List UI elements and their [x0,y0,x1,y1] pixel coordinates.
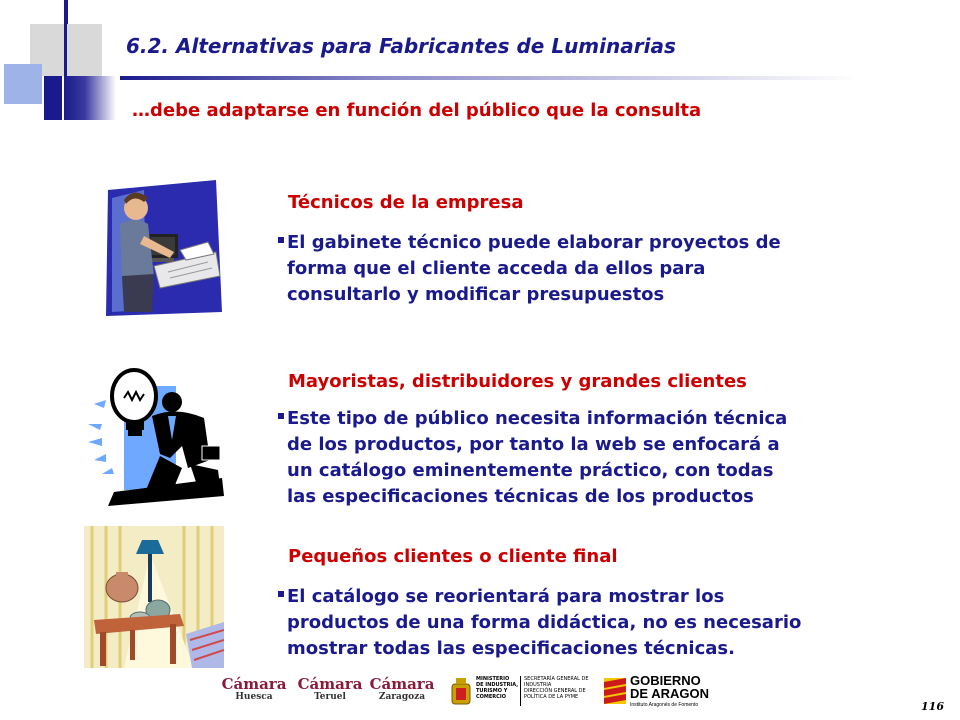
header-decoration-navy-block [44,76,62,120]
lightbulb-businessman-icon [86,364,226,510]
header-decoration-light-blue-square [4,64,42,104]
spain-coat-of-arms-icon [450,678,472,708]
section-body-pequenos [278,584,801,662]
section-body-tecnicos [278,230,781,308]
section-text-line: consultarlo y modificar presupuestos [287,284,665,305]
ministerio-logo: MINISTERIO DE INDUSTRIA, TURISMO Y COMERCIO SECRETARÍA GENERAL DE INDUSTRIA DIRECCIÓN GENERAL DE POLÍTICA DE LA PYME [450,674,600,712]
header-decoration-gradient-block [64,76,116,120]
bullet-icon [278,237,284,243]
section-text-line: Este tipo de público necesita información técnica [287,408,788,429]
section-text-line: de los productos, por tanto la web se enfocará a [287,434,780,455]
page-subtitle: …debe adaptarse en función del público que la consulta [132,100,702,121]
page-number: 116 [921,700,944,713]
lamp-interior-icon [84,526,224,668]
camara-teruel-logo: Cámara Teruel [297,675,363,702]
section-heading-pequenos: Pequeños clientes o cliente final [288,546,618,567]
section-text-line: un catálogo eminentemente práctico, con todas [287,460,774,481]
section-text-line: productos de una forma didáctica, no es necesario [287,612,802,633]
bullet-icon [278,413,284,419]
header-decoration-top-bar [64,0,68,24]
section-text-line: mostrar todas las especificaciones técnicas. [287,638,735,659]
section-text-line: las especificaciones técnicas de los productos [287,486,754,507]
section-text-line: El catálogo se reorientará para mostrar los [287,586,725,607]
technician-computer-icon [104,180,222,316]
camara-zaragoza-logo: Cámara Zaragoza [369,675,435,702]
gobierno-aragon-logo: GOBIERNO DE ARAGON Instituto Aragonés de Fomento [604,674,720,714]
page-title: 6.2. Alternativas para Fabricantes de Luminarias [126,34,676,58]
aragon-flag-icon [604,678,626,704]
header-rule [120,76,860,80]
section-heading-tecnicos: Técnicos de la empresa [288,192,524,213]
footer-logos [220,672,720,716]
bullet-icon [278,591,284,597]
camara-huesca-logo: Cámara Huesca [221,675,287,702]
section-heading-mayoristas: Mayoristas, distribuidores y grandes clientes [288,371,747,392]
section-text-line: forma que el cliente acceda da ellos para [287,258,706,279]
section-text-line: El gabinete técnico puede elaborar proyectos de [287,232,781,253]
section-body-mayoristas [278,406,787,510]
